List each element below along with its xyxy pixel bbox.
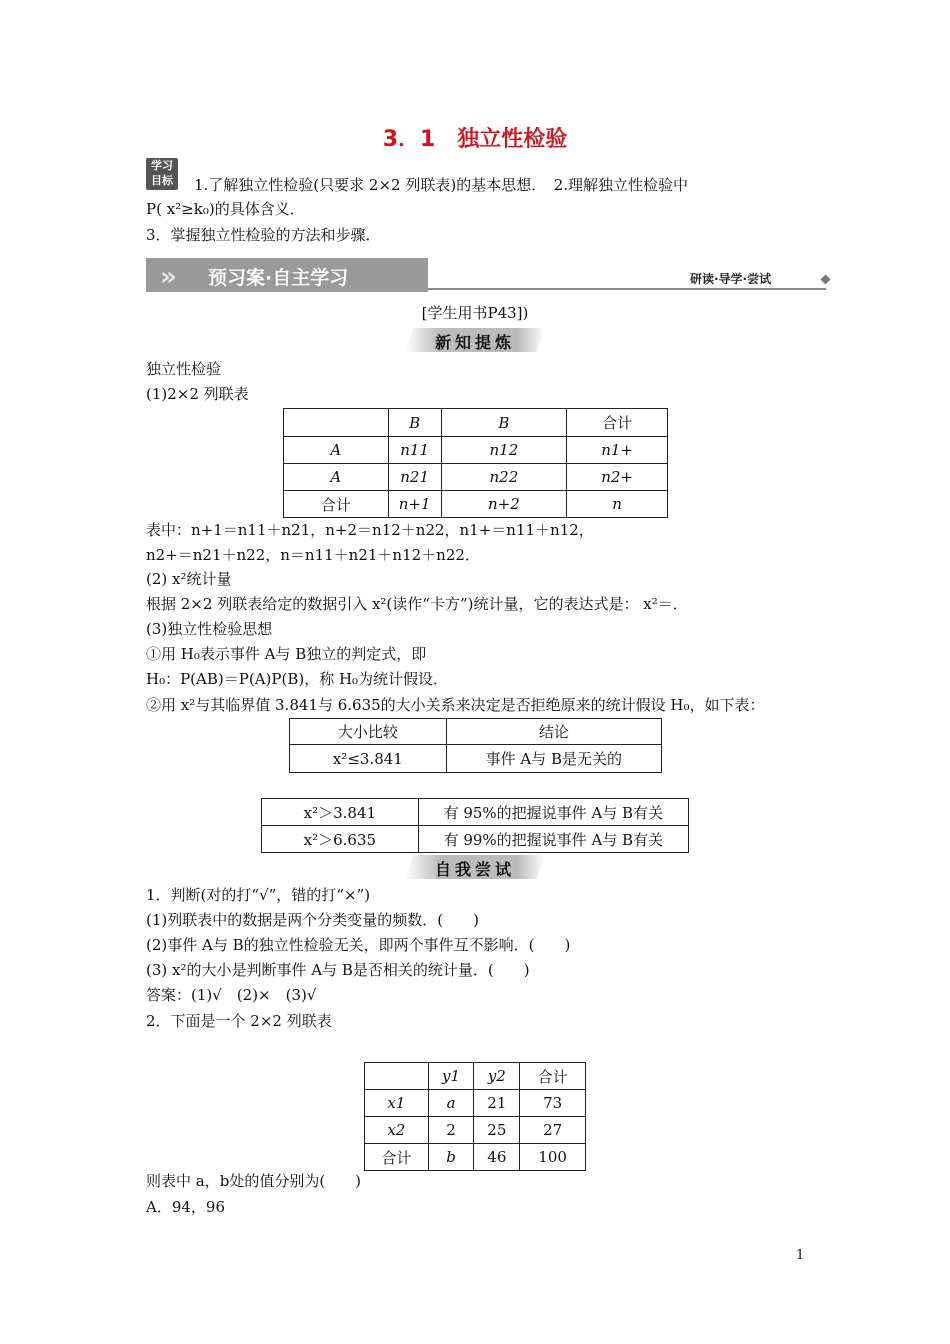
- table-cell: A: [284, 437, 389, 464]
- threshold-table: [261, 798, 689, 853]
- section-header-new-knowledge: [405, 328, 545, 352]
- table-cell: n11: [388, 437, 441, 464]
- section-header-text: 自我尝试: [434, 860, 515, 879]
- table-cell: 73: [520, 1090, 586, 1117]
- table-cell: 合计: [520, 1063, 586, 1090]
- table-cell: 46: [474, 1144, 520, 1171]
- question-2-option-a: A．94，96: [146, 1198, 226, 1216]
- question-2-prompt: 则表中 a，b处的值分别为( ): [146, 1172, 362, 1190]
- question-1a: (1)列联表中的数据是两个分类变量的频数．( ): [146, 911, 479, 929]
- banner-rule: [428, 288, 826, 290]
- page-number: 1: [796, 1248, 805, 1263]
- page-title: 3．1 独立性检验: [382, 127, 568, 152]
- table-cell: 大小比较: [290, 719, 447, 745]
- section-header-text: 新知提炼: [434, 333, 515, 352]
- sub-heading-2: (2) x²统计量: [146, 570, 232, 588]
- comparison-table: [289, 718, 662, 773]
- answer-1: 答案：(1)√ (2)× (3)√: [146, 986, 317, 1004]
- table-cell: 21: [474, 1090, 520, 1117]
- table-cell: b: [428, 1144, 474, 1171]
- goal-line3: 3．掌握独立性检验的方法和步骤．: [146, 226, 381, 244]
- table-cell: n+1: [388, 491, 441, 518]
- table-cell: n: [567, 491, 668, 518]
- topic-heading: 独立性检验: [146, 360, 222, 378]
- table-cell: x²≤3.841: [290, 745, 447, 773]
- chevron-icon: »: [160, 262, 169, 292]
- sub-heading-3: (3)独立性检验思想: [146, 620, 273, 638]
- table-cell: n21: [388, 464, 441, 491]
- question-2: 2．下面是一个 2×2 列联表: [146, 1012, 332, 1030]
- sub-heading-1: (1)2×2 列联表: [146, 385, 249, 403]
- formula-line2: n2+＝n21＋n22，n＝n11＋n21＋n12＋n22．: [146, 546, 480, 564]
- table-cell: 合计: [365, 1144, 429, 1171]
- banner-subtitle: 研读·导学·尝试: [690, 272, 772, 286]
- table-cell: x²＞6.635: [262, 826, 419, 853]
- table-cell: x1: [365, 1090, 429, 1117]
- table-cell: a: [428, 1090, 474, 1117]
- table-cell: x2: [365, 1117, 429, 1144]
- table-cell: n22: [441, 464, 567, 491]
- table-cell: 合计: [284, 491, 389, 518]
- badge-line2: 目标: [151, 174, 173, 187]
- preview-banner: [146, 258, 428, 292]
- table-cell: [284, 409, 389, 437]
- table-cell: 事件 A与 B是无关的: [446, 745, 661, 773]
- source-ref: [学生用书P43]): [421, 304, 529, 322]
- table-cell: n12: [441, 437, 567, 464]
- question-1c: (3) x²的大小是判断事件 A与 B是否相关的统计量．( ): [146, 961, 530, 979]
- table-cell: [365, 1063, 429, 1090]
- table-cell: n2+: [567, 464, 668, 491]
- formula-line1: 表中：n+1＝n11＋n21，n+2＝n12＋n22，n1+＝n11＋n12，: [146, 521, 594, 539]
- table-cell: 合计: [567, 409, 668, 437]
- badge-line1: 学习: [151, 159, 173, 172]
- table-cell: x²＞3.841: [262, 799, 419, 826]
- diamond-icon: [821, 275, 831, 285]
- question-2-table: [364, 1062, 586, 1171]
- table-cell: 有 99%的把握说事件 A与 B有关: [418, 826, 688, 853]
- table-cell: 结论: [446, 719, 661, 745]
- table-cell: y1: [428, 1063, 474, 1090]
- table-cell: B: [441, 409, 567, 437]
- section-header-self-test: [405, 855, 545, 879]
- item-1-hypothesis: H₀：P(AB)＝P(A)P(B)，称 H₀为统计假设．: [146, 670, 449, 688]
- table-cell: 2: [428, 1117, 474, 1144]
- table-cell: B: [388, 409, 441, 437]
- goal-line2: P( x²≥k₀)的具体含义．: [146, 200, 305, 218]
- banner-title: 预习案·自主学习: [208, 267, 349, 289]
- question-1: 1．判断(对的打“√”，错的打“×”): [146, 886, 371, 904]
- item-1: ①用 H₀表示事件 A与 B独立的判定式，即: [146, 645, 427, 663]
- table-cell: 25: [474, 1117, 520, 1144]
- item-2: ②用 x²与其临界值 3.841与 6.635的大小关系来决定是否拒绝原来的统计假设 H₀，如下表：: [146, 696, 765, 714]
- contingency-table: [283, 408, 668, 518]
- table-cell: 有 95%的把握说事件 A与 B有关: [418, 799, 688, 826]
- question-1b: (2)事件 A与 B的独立性检验无关，即两个事件互不影响．( ): [146, 936, 571, 954]
- table-cell: n+2: [441, 491, 567, 518]
- table-cell: 100: [520, 1144, 586, 1171]
- goal-line1: 1.了解独立性检验(只要求 2×2 列联表)的基本思想． 2.理解独立性检验中: [194, 176, 689, 194]
- chi-square-intro: 根据 2×2 列联表给定的数据引入 x²(读作“卡方”)统计量，它的表达式是： x²＝．: [146, 595, 688, 613]
- learning-goals-badge: [146, 158, 178, 190]
- table-cell: y2: [474, 1063, 520, 1090]
- table-cell: 27: [520, 1117, 586, 1144]
- table-cell: n1+: [567, 437, 668, 464]
- table-cell: A: [284, 464, 389, 491]
